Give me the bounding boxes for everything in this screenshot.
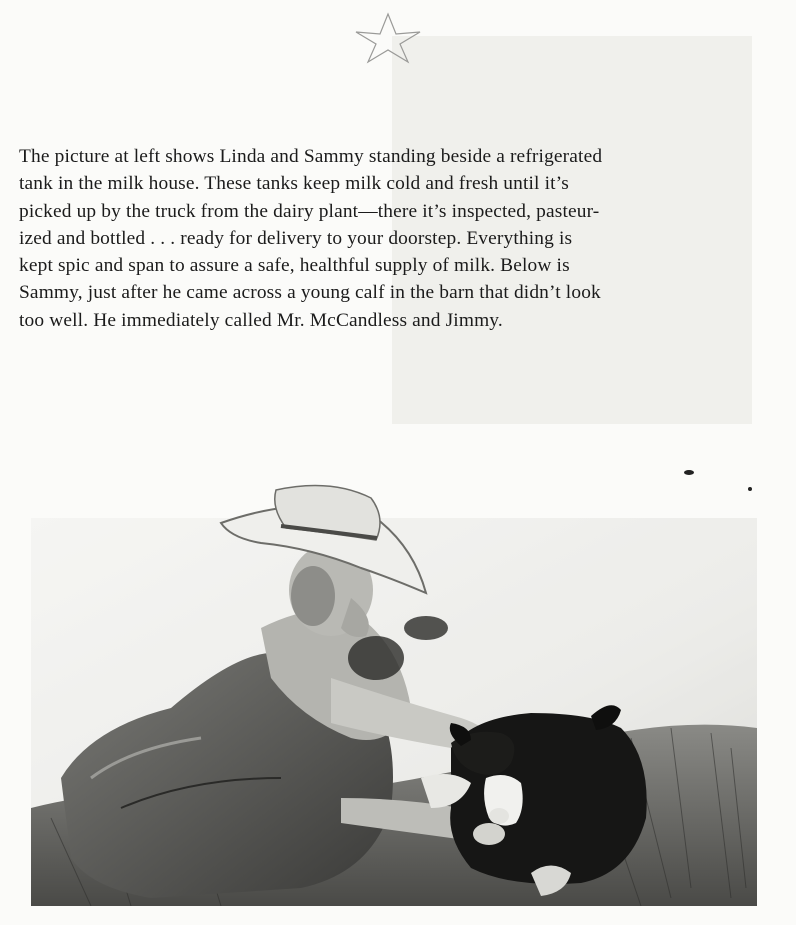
- paragraph-line: kept spic and span to assure a safe, healthful supply of milk. Below is: [19, 255, 570, 277]
- paragraph-line: tank in the milk house. These tanks keep milk cold and fresh until it’s: [19, 173, 569, 195]
- paragraph-line: Sammy, just after he came across a young calf in the barn that didn’t look: [19, 282, 601, 304]
- pencil-star-icon: [352, 10, 424, 66]
- bleed-through-text: [368, 98, 481, 120]
- paragraph-line: ized and bottled . . . ready for delivery to your doorstep. Everything is: [19, 227, 573, 249]
- body-paragraph: [19, 143, 767, 334]
- photo-man-with-calf-icon: [31, 478, 757, 906]
- speck: [684, 470, 694, 475]
- paragraph-line: picked up by the truck from the dairy plant—there it’s inspected, pasteur-: [19, 200, 600, 222]
- paragraph-line: The picture at left shows Linda and Sammy standing beside a refrigerated: [19, 146, 603, 167]
- paragraph-line: too well. He immediately called Mr. McCandless and Jimmy.: [19, 309, 503, 331]
